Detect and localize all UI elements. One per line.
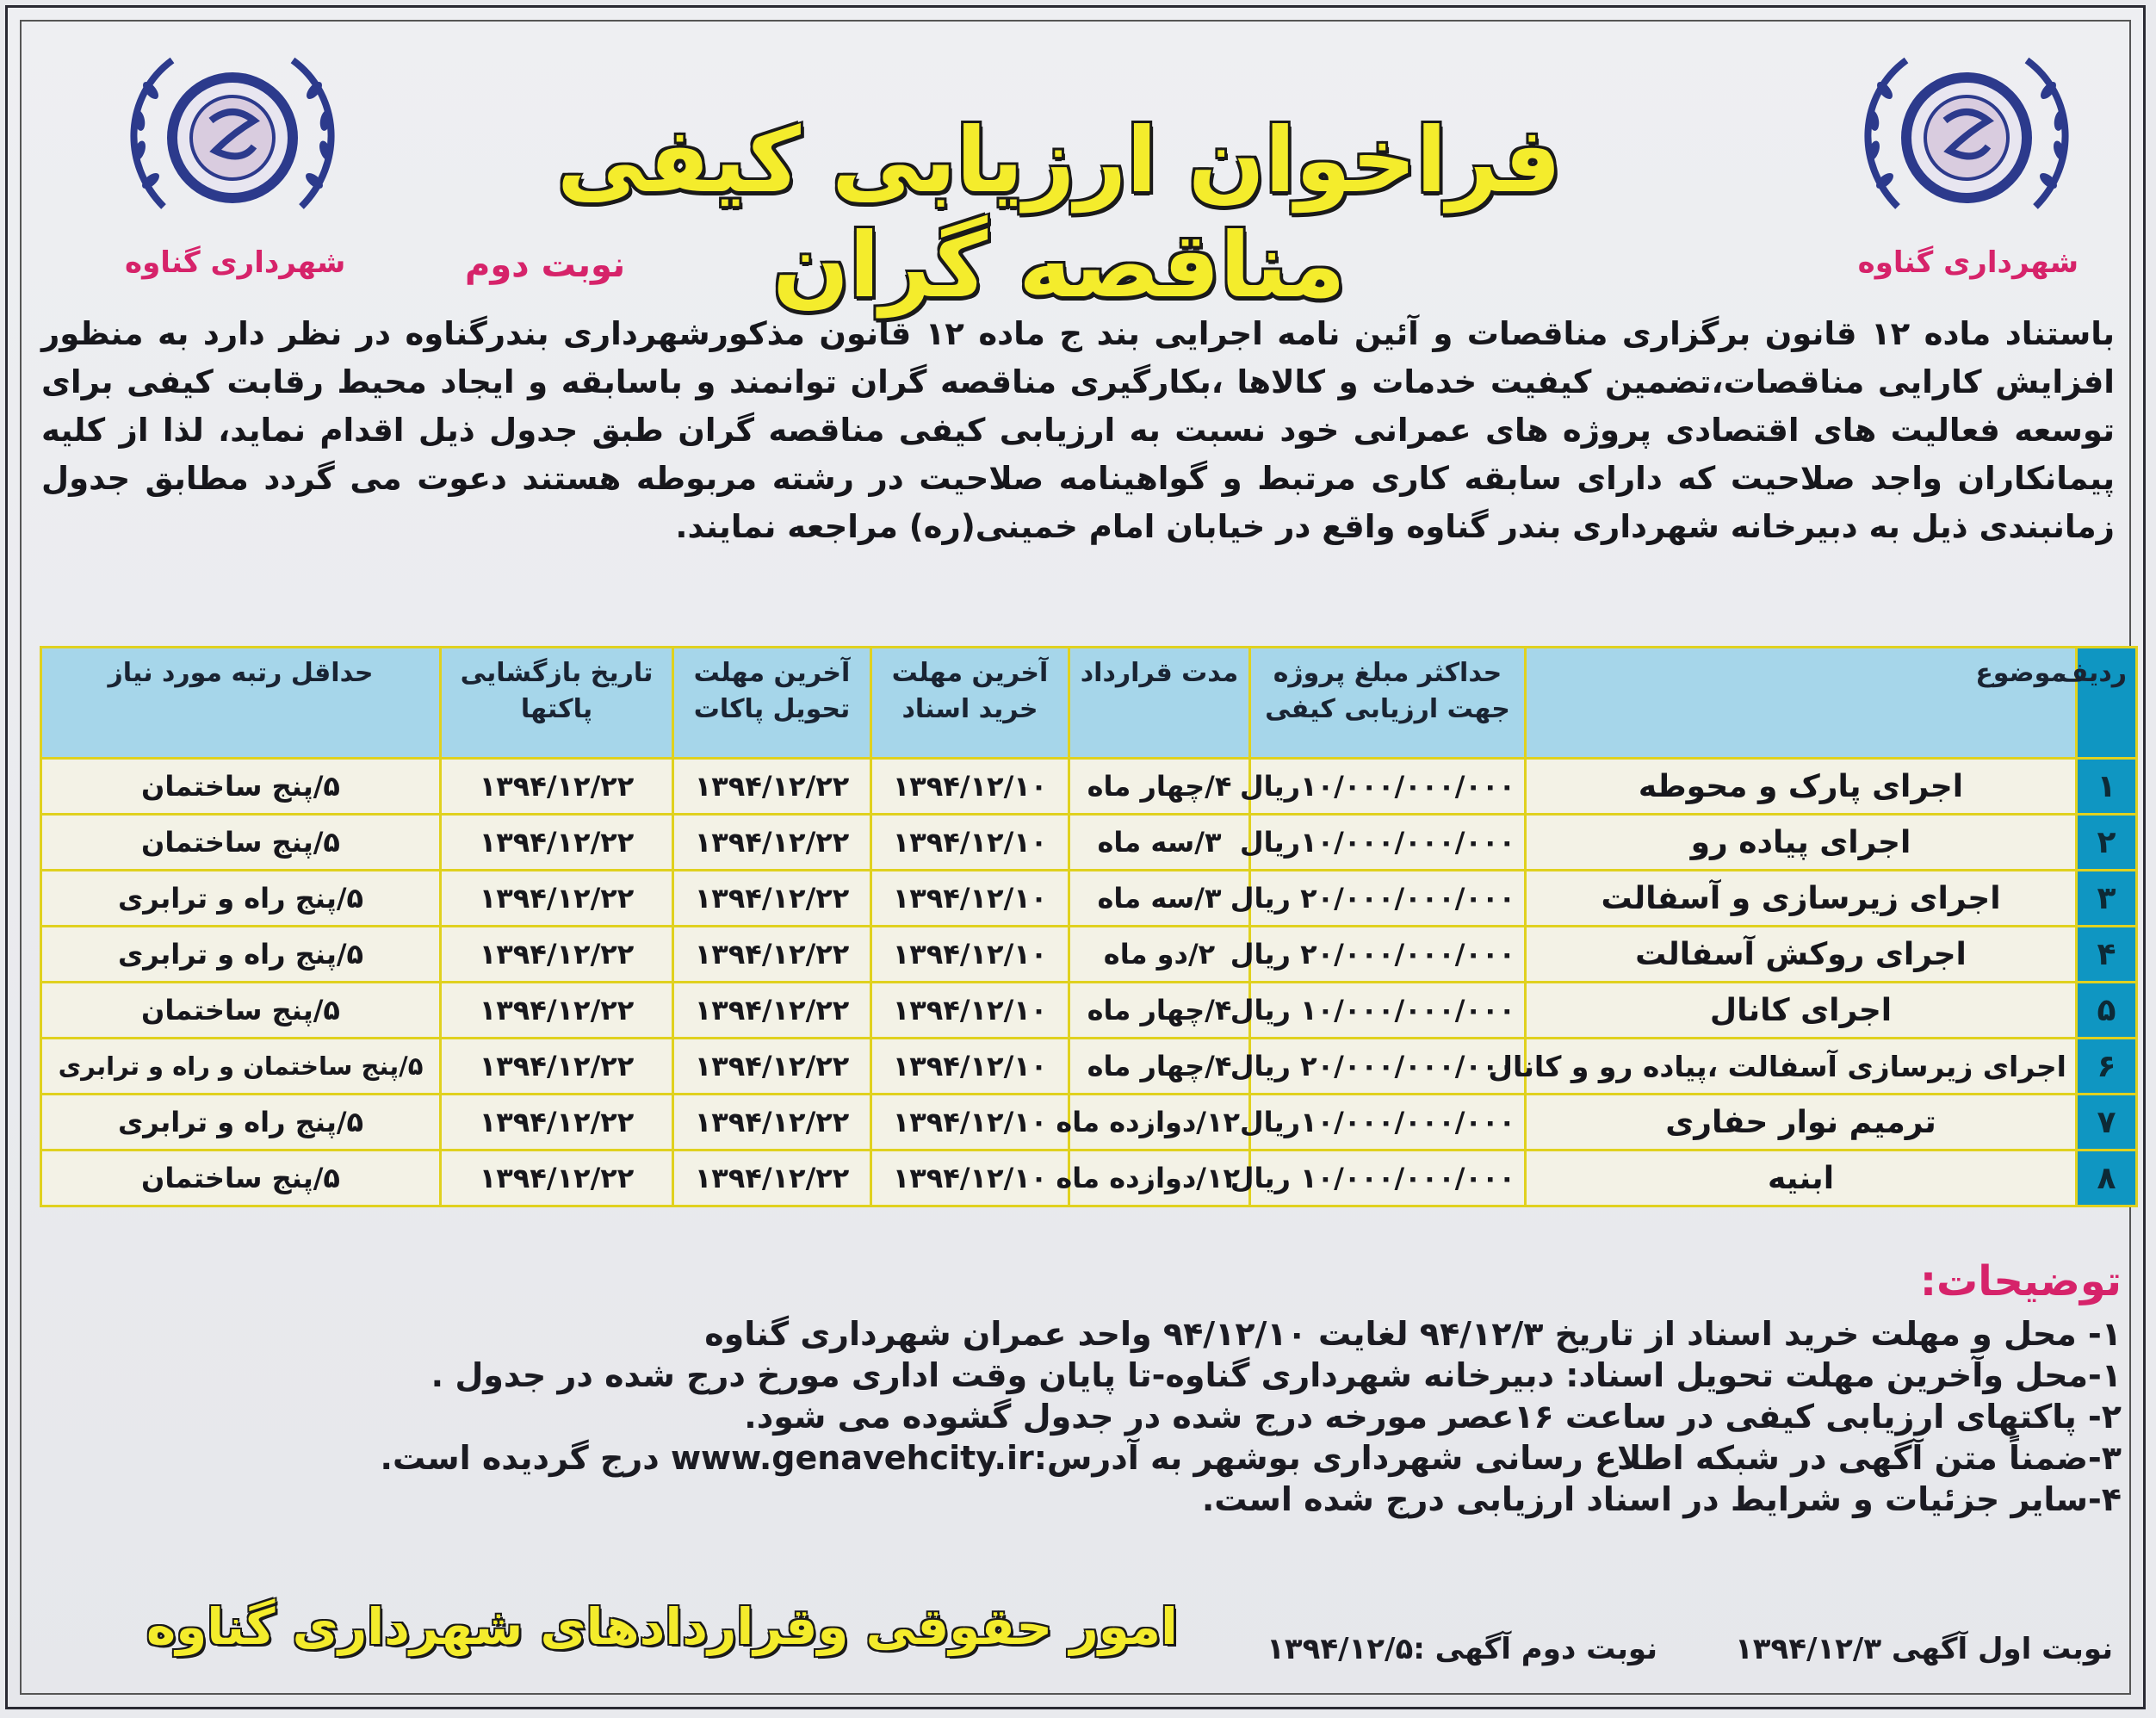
page-title: فراخوان ارزیابی کیفی مناقصه گران bbox=[556, 108, 1562, 318]
row-delivery-deadline: ۱۳۹۴/۱۲/۲۲ bbox=[673, 759, 871, 815]
municipality-logo-right bbox=[1837, 34, 2096, 267]
department-signature: امور حقوقی وقراردادهای شهرداری گناوه bbox=[146, 1597, 1178, 1656]
table-row bbox=[41, 759, 2137, 815]
logo-caption-left: شهرداری گناوه bbox=[125, 245, 346, 280]
row-subject: اجرای پیاده رو bbox=[1526, 815, 2077, 871]
row-opening-date: ۱۳۹۴/۱۲/۲۲ bbox=[441, 983, 673, 1039]
row-amount: ۱۰/۰۰۰/۰۰۰/۰۰۰ ریال bbox=[1250, 1151, 1526, 1206]
row-subject: اجرای زیرسازی و آسفالت bbox=[1526, 871, 2077, 927]
row-opening-date: ۱۳۹۴/۱۲/۲۲ bbox=[441, 1039, 673, 1095]
row-purchase-deadline: ۱۳۹۴/۱۲/۱۰ bbox=[871, 759, 1069, 815]
row-purchase-deadline: ۱۳۹۴/۱۲/۱۰ bbox=[871, 1039, 1069, 1095]
tender-table bbox=[40, 646, 2135, 1207]
row-purchase-deadline: ۱۳۹۴/۱۲/۱۰ bbox=[871, 1151, 1069, 1206]
row-opening-date: ۱۳۹۴/۱۲/۲۲ bbox=[441, 1095, 673, 1151]
row-amount: ۱۰/۰۰۰/۰۰۰/۰۰۰ریال bbox=[1250, 815, 1526, 871]
header-row-number: ردیف bbox=[2077, 648, 2137, 759]
row-delivery-deadline: ۱۳۹۴/۱۲/۲۲ bbox=[673, 1095, 871, 1151]
row-amount: ۱۰/۰۰۰/۰۰۰/۰۰۰ریال bbox=[1250, 1095, 1526, 1151]
row-amount: ۱۰/۰۰۰/۰۰۰/۰۰۰ریال bbox=[1250, 759, 1526, 815]
second-publish-date: نوبت دوم آگهی :۱۳۹۴/۱۲/۵ bbox=[1267, 1632, 1657, 1666]
row-subject: ابنیه bbox=[1526, 1151, 2077, 1206]
note-item: ۳-ضمناً متن آگهی در شبکه اطلاع رسانی شهرداری بوشهر به آدرس:www.genavehcity.ir درج گردیده است. bbox=[380, 1439, 2122, 1477]
header-purchase-deadline: آخرین مهلت خرید اسناد bbox=[871, 648, 1069, 759]
row-number: ۴ bbox=[2077, 927, 2137, 983]
table-row bbox=[41, 871, 2137, 927]
row-delivery-deadline: ۱۳۹۴/۱۲/۲۲ bbox=[673, 983, 871, 1039]
municipality-logo-left bbox=[103, 34, 362, 267]
row-amount: ۱۰/۰۰۰/۰۰۰/۰۰۰ ریال bbox=[1250, 983, 1526, 1039]
header-min-grade: حداقل رتبه مورد نیاز bbox=[41, 648, 441, 759]
table-row bbox=[41, 815, 2137, 871]
row-opening-date: ۱۳۹۴/۱۲/۲۲ bbox=[441, 1151, 673, 1206]
row-number: ۵ bbox=[2077, 983, 2137, 1039]
row-opening-date: ۱۳۹۴/۱۲/۲۲ bbox=[441, 815, 673, 871]
row-number: ۸ bbox=[2077, 1151, 2137, 1206]
table-row bbox=[41, 927, 2137, 983]
header-max-amount: حداکثر مبلغ پروژه جهت ارزیابی کیفی bbox=[1250, 648, 1526, 759]
header-delivery-deadline: آخرین مهلت تحویل پاکات bbox=[673, 648, 871, 759]
table-row bbox=[41, 983, 2137, 1039]
row-number: ۷ bbox=[2077, 1095, 2137, 1151]
first-publish-date: نوبت اول آگهی ۱۳۹۴/۱۲/۳ bbox=[1734, 1632, 2113, 1666]
header-duration: مدت قرارداد bbox=[1069, 648, 1250, 759]
row-min-grade: ۵/پنج راه و ترابری bbox=[41, 871, 441, 927]
header-subject: موضوع bbox=[1526, 648, 2077, 759]
row-min-grade: ۵/پنج ساختمان bbox=[41, 815, 441, 871]
row-duration: ۱۲/دوازده ماه bbox=[1069, 1151, 1250, 1206]
row-opening-date: ۱۳۹۴/۱۲/۲۲ bbox=[441, 759, 673, 815]
row-amount: ۲۰/۰۰۰/۰۰۰/۰۰۰ ریال bbox=[1250, 927, 1526, 983]
row-purchase-deadline: ۱۳۹۴/۱۲/۱۰ bbox=[871, 927, 1069, 983]
row-delivery-deadline: ۱۳۹۴/۱۲/۲۲ bbox=[673, 1039, 871, 1095]
row-subject: اجرای کانال bbox=[1526, 983, 2077, 1039]
row-subject: ترمیم نوار حفاری bbox=[1526, 1095, 2077, 1151]
note-item: ۲- پاکتهای ارزیابی کیفی در ساعت ۱۶عصر مورخه درج شده در جدول گشوده می شود. bbox=[744, 1398, 2122, 1436]
row-purchase-deadline: ۱۳۹۴/۱۲/۱۰ bbox=[871, 871, 1069, 927]
row-duration: ۱۲/دوازده ماه bbox=[1069, 1095, 1250, 1151]
row-duration: ۴/چهار ماه bbox=[1069, 983, 1250, 1039]
row-amount: ۲۰/۰۰۰/۰۰۰/۰۰۰ ریال bbox=[1250, 871, 1526, 927]
publish-dates bbox=[1267, 1632, 2113, 1666]
header-opening-date: تاریخ بازگشایی پاکتها bbox=[441, 648, 673, 759]
row-subject: اجرای روکش آسفالت bbox=[1526, 927, 2077, 983]
row-delivery-deadline: ۱۳۹۴/۱۲/۲۲ bbox=[673, 815, 871, 871]
row-min-grade: ۵/پنج ساختمان bbox=[41, 1151, 441, 1206]
row-purchase-deadline: ۱۳۹۴/۱۲/۱۰ bbox=[871, 815, 1069, 871]
notes-heading: توضیحات: bbox=[1919, 1257, 2122, 1306]
intro-paragraph: باستناد ماده ۱۲ قانون برگزاری مناقصات و آئین نامه اجرایی بند ج ماده ۱۲ قانون مذکورشهرداری بندرگناوه در نظر دارد به منظور افزایش کارایی مناقصات،تضمین کیفیت خدمات و کالاها ،بکارگیری مناقصه گران توانمند و باسابقه و ایجاد محیط رقابت کیفی برای توسعه فعالیت های اقتصادی پروژه های عمرانی خود نسبت به ارزیابی کیفی مناقصه گران طبق جدول ذیل اقدام نماید، لذا از کلیه پیمانکاران واجد صلاحیت که دارای سابقه کاری مرتبط و گواهینامه صلاحیت در رشته مربوطه هستند دعوت می گردد مطابق جدول زمانبندی ذیل به دبیرخانه شهرداری بندر گناوه واقع در خیابان امام خمینی(ره) مراجعه نمایند. bbox=[41, 315, 2116, 545]
row-delivery-deadline: ۱۳۹۴/۱۲/۲۲ bbox=[673, 871, 871, 927]
table-header-row bbox=[41, 648, 2137, 759]
logo-caption-right: شهرداری گناوه bbox=[1857, 245, 2079, 280]
row-number: ۲ bbox=[2077, 815, 2137, 871]
row-duration: ۳/سه ماه bbox=[1069, 815, 1250, 871]
row-duration: ۴/چهار ماه bbox=[1069, 1039, 1250, 1095]
row-delivery-deadline: ۱۳۹۴/۱۲/۲۲ bbox=[673, 1151, 871, 1206]
row-subject: اجرای زیرسازی آسفالت ،پیاده رو و کانال bbox=[1526, 1039, 2077, 1095]
row-min-grade: ۵/پنج راه و ترابری bbox=[41, 1095, 441, 1151]
notes-list bbox=[227, 1313, 2122, 1520]
row-number: ۳ bbox=[2077, 871, 2137, 927]
row-subject: اجرای پارک و محوطه bbox=[1526, 759, 2077, 815]
table-row bbox=[41, 1151, 2137, 1206]
round-label: نوبت دوم bbox=[465, 245, 626, 285]
row-number: ۱ bbox=[2077, 759, 2137, 815]
table-row bbox=[41, 1039, 2137, 1095]
row-amount: ۲۰/۰۰۰/۰۰۰/۰۰۰ ریال bbox=[1250, 1039, 1526, 1095]
row-min-grade: ۵/پنج راه و ترابری bbox=[41, 927, 441, 983]
note-item: ۱-محل وآخرین مهلت تحویل اسناد: دبیرخانه شهرداری گناوه-تا پایان وقت اداری مورخ درج شده در جدول . bbox=[431, 1356, 2122, 1394]
row-min-grade: ۵/پنج ساختمان bbox=[41, 759, 441, 815]
row-delivery-deadline: ۱۳۹۴/۱۲/۲۲ bbox=[673, 927, 871, 983]
row-number: ۶ bbox=[2077, 1039, 2137, 1095]
row-duration: ۲/دو ماه bbox=[1069, 927, 1250, 983]
row-min-grade: ۵/پنج ساختمان و راه و ترابری bbox=[41, 1039, 441, 1095]
row-duration: ۴/چهار ماه bbox=[1069, 759, 1250, 815]
row-opening-date: ۱۳۹۴/۱۲/۲۲ bbox=[441, 871, 673, 927]
note-item: ۱- محل و مهلت خرید اسناد از تاریخ ۹۴/۱۲/۳ لغایت ۹۴/۱۲/۱۰ واحد عمران شهرداری گناوه bbox=[704, 1315, 2122, 1353]
row-opening-date: ۱۳۹۴/۱۲/۲۲ bbox=[441, 927, 673, 983]
row-purchase-deadline: ۱۳۹۴/۱۲/۱۰ bbox=[871, 983, 1069, 1039]
table-row bbox=[41, 1095, 2137, 1151]
row-duration: ۳/سه ماه bbox=[1069, 871, 1250, 927]
row-min-grade: ۵/پنج ساختمان bbox=[41, 983, 441, 1039]
row-purchase-deadline: ۱۳۹۴/۱۲/۱۰ bbox=[871, 1095, 1069, 1151]
note-item: ۴-سایر جزئیات و شرایط در اسناد ارزیابی درج شده است. bbox=[1201, 1480, 2122, 1518]
